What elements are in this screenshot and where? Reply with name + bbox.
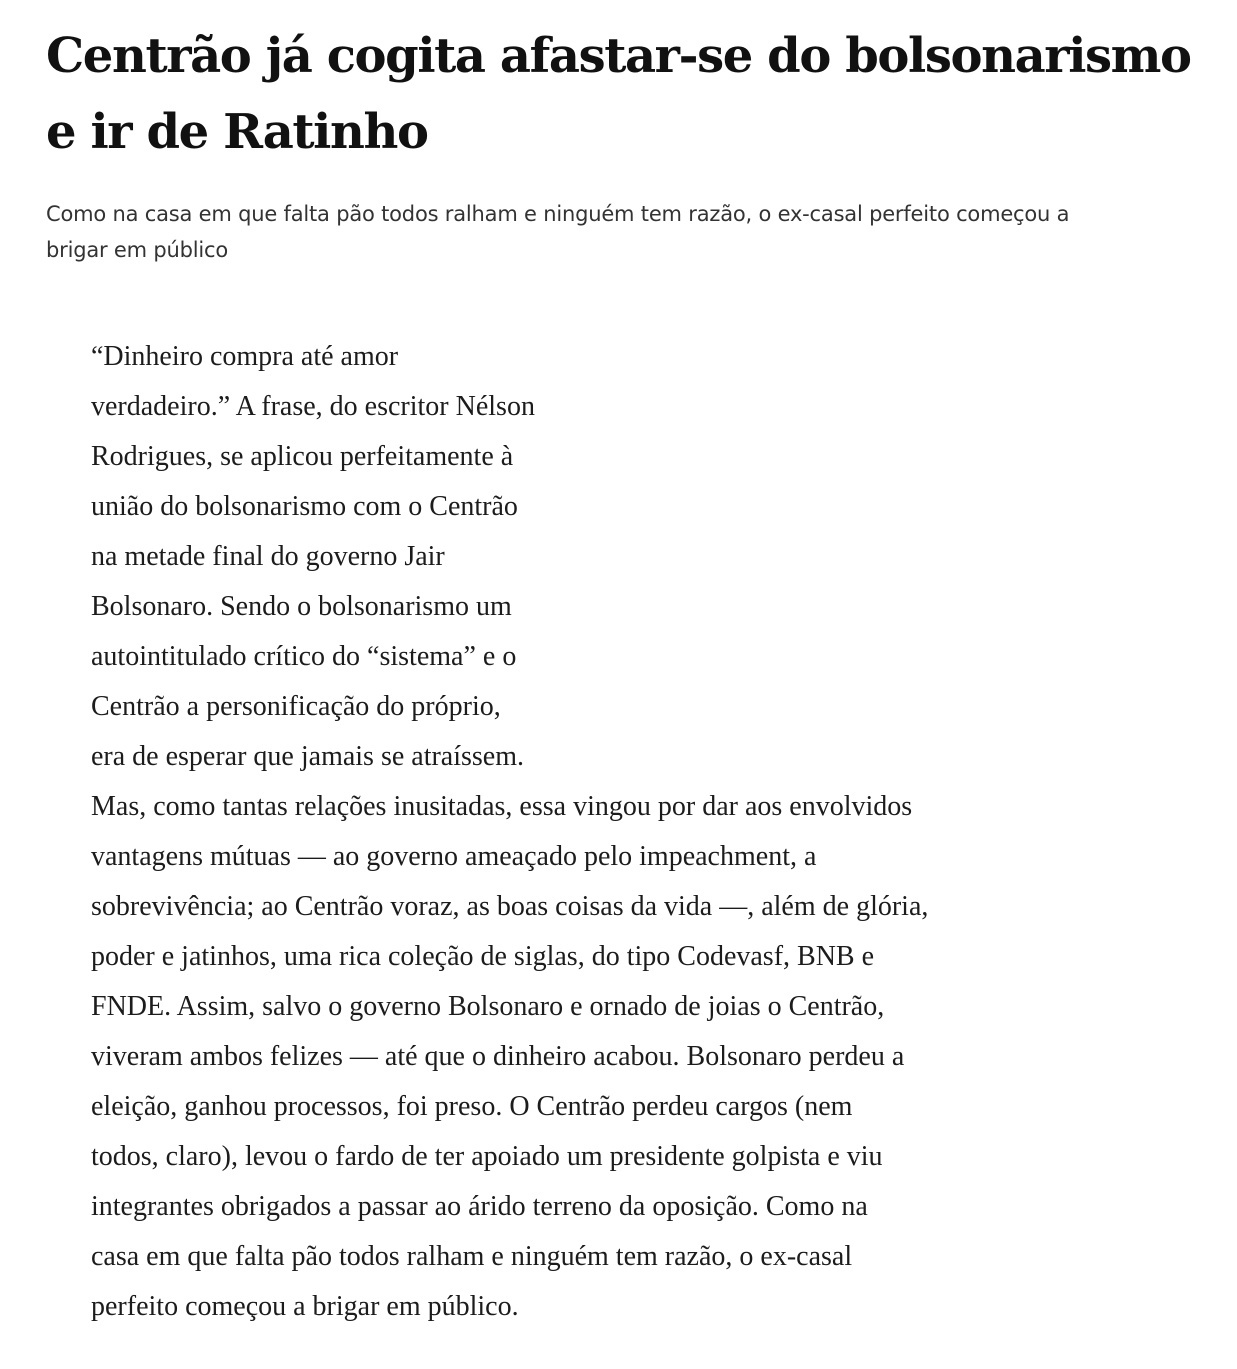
body-line: era de esperar que jamais se atraíssem. <box>91 741 525 772</box>
headline: Centrão já cogita afastar-se do bolsonarismo e ir de Ratinho <box>46 28 1191 160</box>
body-line: autointitulado crítico do “sistema” e o <box>91 641 517 672</box>
body-line: Mas, como tantas relações inusitadas, essa vingou por dar aos envolvidos <box>91 791 913 822</box>
body-line: vantagens mútuas — ao governo ameaçado pelo impeachment, a <box>91 841 817 872</box>
article-header <box>46 18 1206 268</box>
body-line: Bolsonaro. Sendo o bolsonarismo um <box>91 591 512 622</box>
body-line: sobrevivência; ao Centrão voraz, as boas coisas da vida —, além de glória, <box>91 891 929 922</box>
body-line: perfeito começou a brigar em público. <box>91 1291 519 1322</box>
body-line: Centrão a personificação do próprio, <box>91 691 501 722</box>
subtitle: Como na casa em que falta pão todos ralham e ninguém tem razão, o ex-casal perfeito começou a brigar em público <box>46 202 1070 262</box>
body-line: todos, claro), levou o fardo de ter apoiado um presidente golpista e viu <box>91 1141 883 1172</box>
body-line: poder e jatinhos, uma rica coleção de siglas, do tipo Codevasf, BNB e <box>91 941 875 972</box>
body-line: casa em que falta pão todos ralham e ninguém tem razão, o ex-casal <box>91 1241 853 1272</box>
body-line: união do bolsonarismo com o Centrão <box>91 491 518 522</box>
body-line: “Dinheiro compra até amor <box>91 341 399 372</box>
body-line: verdadeiro.” A frase, do escritor Nélson <box>91 391 535 422</box>
body-line: eleição, ganhou processos, foi preso. O Centrão perdeu cargos (nem <box>91 1091 853 1122</box>
article-body <box>91 332 1121 1332</box>
body-line: FNDE. Assim, salvo o governo Bolsonaro e ornado de joias o Centrão, <box>91 991 885 1022</box>
body-line: na metade final do governo Jair <box>91 541 445 572</box>
body-line: Rodrigues, se aplicou perfeitamente à <box>91 441 514 472</box>
body-line: integrantes obrigados a passar ao árido terreno da oposição. Como na <box>91 1191 868 1222</box>
body-line: viveram ambos felizes — até que o dinheiro acabou. Bolsonaro perdeu a <box>91 1041 905 1072</box>
